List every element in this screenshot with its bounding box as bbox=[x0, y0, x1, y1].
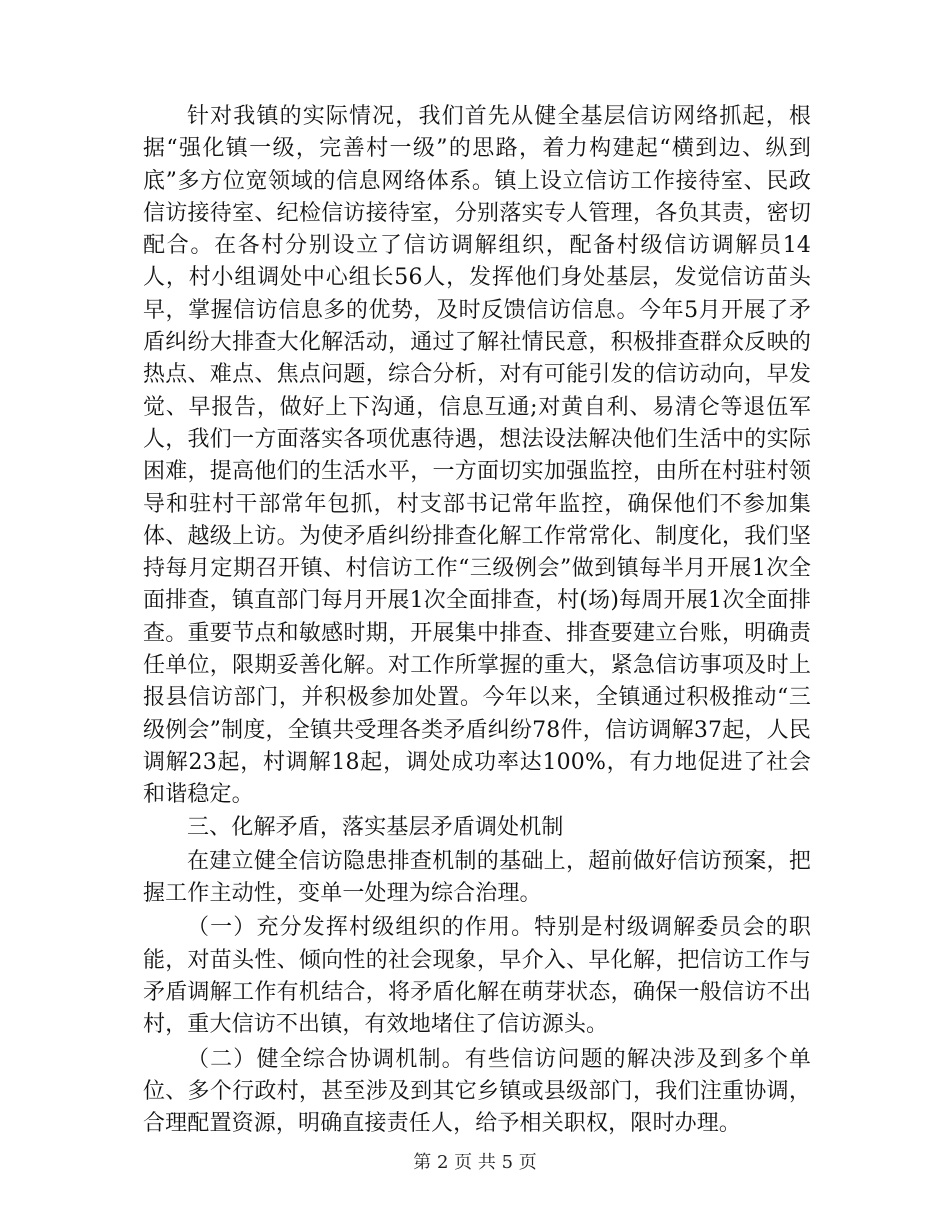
paragraph-section-intro: 在建立健全信访隐患排查机制的基础上，超前做好信访预案，把握工作主动性，变单一处理为综合治理。 bbox=[143, 848, 811, 907]
paragraph-item-two: （二）健全综合协调机制。有些信访问题的解决涉及到多个单位、多个行政村，甚至涉及到其它乡镇或县级部门，我们注重协调，合理配置资源，明确直接责任人，给予相关职权，限时办理。 bbox=[143, 1046, 811, 1137]
section-heading-three: 三、化解矛盾，落实基层矛盾调处机制 bbox=[187, 814, 564, 840]
paragraph-network-building: 针对我镇的实际情况，我们首先从健全基层信访网络抓起，根据“强化镇一级，完善村一级”的思路，着力构建起“横到边、纵到底”多方位宽领域的信息网络体系。镇上设立信访工作接待室、民政信访接待室、纪检信访接待室，分别落实专人管理，各负其责，密切配合。在各村分别设立了信访调解组织，配备村级信访调解员14人，村小组调处中心组长56人，发挥他们身处基层，发觉信访苗头早，掌握信访信息多的优势，及时反馈信访信息。今年5月开展了矛盾纠纷大排查大化解活动，通过了解社情民意，积极排查群众反映的热点、难点、焦点问题，综合分析，对有可能引发的信访动向，早发觉、早报告，做好上下沟通，信息互通;对黄自利、易清仑等退伍军人，我们一方面落实各项优惠待遇，想法设法解决他们生活中的实际困难，提高他们的生活水平，一方面切实加强监控，由所在村驻村领导和驻村干部常年包抓，村支部书记常年监控，确保他们不参加集体、越级上访。为使矛盾纠纷排查化解工作常常化、制度化，我们坚持每月定期召开镇、村信访工作“三级例会”做到镇每半月开展1次全面排查，镇直部门每月开展1次全面排查，村(场)每周开展1次全面排查。重要节点和敏感时期，开展集中排查、排查要建立台账，明确责任单位，限期妥善化解。对工作所掌握的重大，紧急信访事项及时上报县信访部门，并积极参加处置。今年以来，全镇通过积极推动“三级例会”制度，全镇共受理各类矛盾纠纷78件，信访调解37起，人民调解23起，村调解18起，调处成功率达100%，有力地促进了社会和谐稳定。 bbox=[143, 104, 811, 808]
paragraph-item-one: （一）充分发挥村级组织的作用。特别是村级调解委员会的职能，对苗头性、倾向性的社会现象，早介入、早化解，把信访工作与矛盾调解工作有机结合，将矛盾化解在萌芽状态，确保一般信访不出村，重大信访不出镇，有效地堵住了信访源头。 bbox=[143, 915, 811, 1038]
page-number-footer: 第 2 页 共 5 页 bbox=[413, 1152, 537, 1173]
document-body bbox=[143, 101, 811, 1141]
